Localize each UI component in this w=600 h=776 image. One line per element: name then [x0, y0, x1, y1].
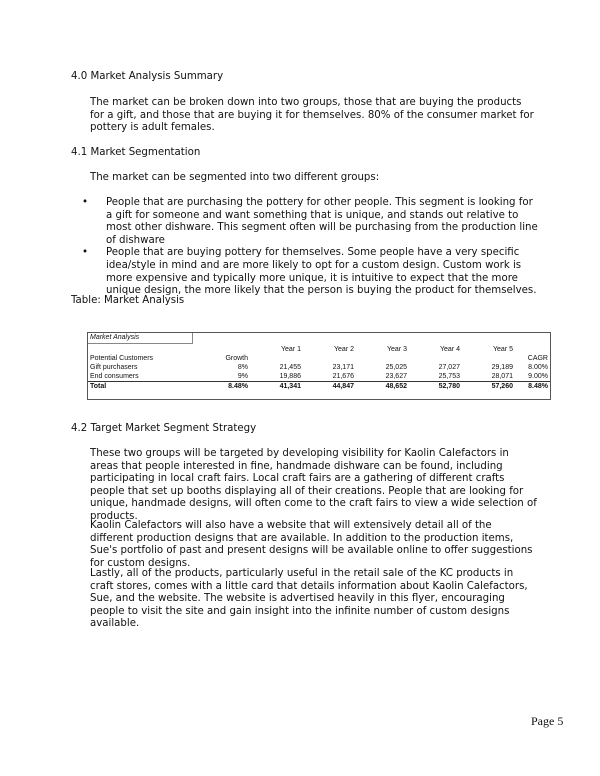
table-row	[88, 372, 550, 382]
column-header: Growth	[225, 355, 248, 362]
value-cell: 41,341	[250, 382, 303, 392]
year-header: Year 2	[334, 346, 354, 353]
list-item	[72, 197, 538, 247]
value-cell: 28,071	[491, 373, 513, 380]
cagr-cell: 9.00%	[528, 373, 548, 380]
value-cell: 29,189	[491, 364, 513, 371]
value-cell: 23,171	[332, 364, 354, 371]
value-cell: 25,753	[438, 373, 460, 380]
value-cell: 25,025	[385, 364, 407, 371]
value-cell: 21,676	[332, 373, 354, 380]
table-row	[88, 354, 550, 363]
bullet-icon: •	[82, 247, 89, 259]
target-paragraph: These two groups will be targeted by developing visibility for Kaolin Calefactors in areas that people interested in fine, handmade dishware can be found, including participating in local craft fairs. Local craft fairs are a gathering of different crafts people that set up booths displaying all of their creations. People that are looking for unique, handmade designs, will often come to the craft fairs to view a wide selection of products.	[90, 448, 537, 522]
value-cell: 44,847	[303, 382, 356, 392]
value-cell: 19,886	[279, 373, 301, 380]
heading-market-analysis-summary: 4.0 Market Analysis Summary	[71, 71, 224, 82]
row-label: End consumers	[90, 373, 139, 380]
table-title: Market Analysis	[90, 334, 140, 341]
row-label: Total	[88, 382, 198, 392]
column-header: Potential Customers	[90, 355, 154, 362]
value-cell: 21,455	[279, 364, 301, 371]
market-analysis-table	[87, 332, 551, 400]
bullet-icon: •	[82, 197, 89, 208]
flyer-paragraph: Lastly, all of the products, particularly useful in the retail sale of the KC products in craft stores, comes with a little card that details information about Kaolin Calefactors, Sue, and the website. The website is advertised heavily in this flyer, encouraging people to visit the site and gain insight into the infinite number of custom designs available.	[90, 568, 528, 630]
value-cell: 57,260	[462, 382, 515, 392]
year-header: Year 1	[281, 346, 301, 353]
row-label: Gift purchasers	[90, 364, 138, 371]
year-header: Year 3	[387, 346, 407, 353]
page-number: Page 5	[531, 714, 564, 728]
table-row-total	[88, 382, 550, 392]
segmentation-intro: The market can be segmented into two different groups:	[90, 172, 380, 183]
growth-cell: 8%	[237, 364, 248, 371]
website-paragraph: Kaolin Calefactors will also have a website that will extensively detail all of the different production designs that are available. In addition to the production items, Sue's portfolio of past and present designs will be available online to offer suggestions for custom designs.	[90, 520, 533, 569]
summary-paragraph: The market can be broken down into two groups, those that are buying the products for a gift, and those that are buying it for themselves. 80% of the consumer market for pottery is adult females.	[90, 97, 534, 134]
cagr-cell: 8.48%	[515, 382, 550, 392]
growth-cell: 8.48%	[198, 382, 250, 392]
list-item	[72, 247, 538, 297]
table-row	[88, 363, 550, 372]
list-item-text: People that are purchasing the pottery for other people. This segment is looking for a gift for someone and want something that is unique, and stands out relative to most other dishware. This segment often will be purchasing from the production line of dishware	[106, 197, 538, 246]
table-row	[88, 345, 550, 354]
table-caption: Table: Market Analysis	[71, 295, 185, 306]
value-cell: 23,627	[385, 373, 407, 380]
year-header: Year 4	[440, 346, 460, 353]
value-cell: 52,780	[409, 382, 462, 392]
column-header: CAGR	[527, 355, 548, 362]
segment-list	[72, 197, 538, 298]
list-item-text: People that are buying pottery for themselves. Some people have a very specific idea/style in mind and are more likely to opt for a custom design. Custom work is more expensive and typically more unique, it is intuitive to expect that the more unique design, the more likely that the person is buying the product for themselves.	[106, 247, 537, 297]
year-header: Year 5	[493, 346, 513, 353]
value-cell: 27,027	[438, 364, 460, 371]
heading-target-market: 4.2 Target Market Segment Strategy	[71, 423, 257, 434]
heading-market-segmentation: 4.1 Market Segmentation	[71, 147, 201, 158]
growth-cell: 9%	[237, 373, 248, 380]
value-cell: 48,652	[356, 382, 409, 392]
cagr-cell: 8.00%	[528, 364, 548, 371]
